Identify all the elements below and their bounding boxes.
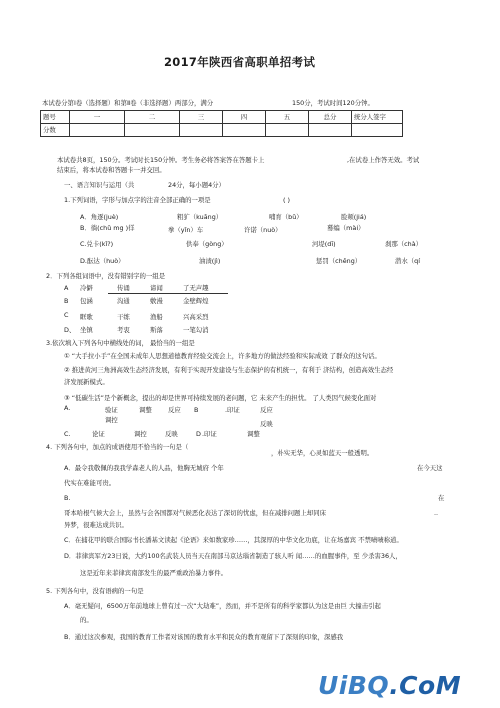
q3-option: .印证 — [202, 430, 217, 438]
q1-option: 惩罚（chěng） — [316, 257, 362, 265]
q1-option: C.兑卡(kǐ?) — [80, 240, 114, 248]
watermark-text-main: UiBQ — [318, 671, 390, 700]
watermark-logo — [318, 670, 461, 701]
q5-option-b: B．通过这次参观，我国的教育工作者对该国的教育水平和民众的教育观留下了深刻的印象，深感我 — [64, 633, 344, 641]
q2-underline — [108, 293, 228, 294]
question-1-paren: ( ) — [283, 196, 291, 204]
notice-line-1-right: ,在试卷上作答无效。考试 — [347, 156, 420, 164]
q1-option: 粗犷（kuāng） — [177, 213, 223, 221]
notice-line-2: 结束后，将本试卷和答题卡一并交回。 — [57, 166, 166, 174]
q4-option-b-cont: 异梦，很难达成共识。 — [64, 521, 128, 529]
q1-option: D.酝达（huò） — [80, 257, 125, 265]
q4-option-d-cont: 这是近年来菲律宾南部发生的最严重政治暴力事件。 — [80, 569, 227, 577]
q2-option-label: D、 — [64, 326, 76, 334]
q1-option: 蓦编（mài） — [327, 224, 365, 232]
q3-option: 反应 — [260, 406, 273, 414]
q1-option: A．角逐(juè) — [80, 213, 119, 221]
exam-title: 2017年陕西省高职单招考试 — [164, 55, 316, 69]
q2-word: 敷漫 — [150, 297, 163, 305]
score-cell — [180, 124, 223, 137]
score-table-header: 总分 — [309, 111, 352, 124]
score-table-header: 三 — [180, 111, 223, 124]
q4-option-b: B. — [64, 494, 71, 502]
q4-option-c: C．在捕花甲的联合国际书长潘基文读起《论语》来如数家珍……，其深厚的中华文化功底，让在场嘉宾 不禁啧啧称道。 — [64, 536, 403, 544]
q1-option: 河堤(dī) — [312, 240, 336, 248]
q3-option: 调整 — [247, 430, 260, 438]
q3-option: B — [194, 406, 199, 414]
q3-option: D — [196, 430, 201, 438]
q3-option: 论证 — [92, 430, 105, 438]
q2-option-label: A — [64, 284, 69, 292]
q2-word: 谛闻 — [150, 284, 163, 292]
q3-option: 验证 — [105, 406, 118, 414]
q2-word: 考衷 — [117, 326, 130, 334]
q3-option: 调控 — [105, 416, 118, 424]
q4-option-a: A．最令我敬佩的我我学森老人的人品，他胸无城府 个年 — [64, 464, 224, 472]
q3-sentence: ② 推进黄河三角洲高效生态经济发展，有利于实现开发建设与生态保护的有机统一，有利于 济结构，创造高效生态经 — [64, 366, 394, 374]
q2-word: 坐镇 — [80, 326, 93, 334]
q4-option-b-right: 在 — [438, 494, 445, 502]
q2-word: 渔船 — [150, 313, 163, 321]
q2-word: 了无声趣 — [183, 284, 209, 292]
question-2-stem: 2．下列各组词语中，没有错别字的一组是 — [46, 272, 166, 280]
question-3-stem: 3.依次填入下列各句中横线处的词， 最恰当的一组是 — [46, 339, 195, 347]
q1-option: 许诺（nuò） — [244, 226, 282, 234]
q1-option: 潜水（qí — [395, 257, 421, 265]
question-1-stem: 1.下列词语，字形与加点字的注音全部正确的一项是 — [64, 196, 211, 204]
score-table-row — [41, 124, 403, 137]
intro-text: 本试卷分第Ⅰ卷（选择题）和第Ⅱ卷（非选择题）两部分，满分 — [42, 99, 214, 107]
watermark-text-domain: .CoM — [389, 671, 462, 700]
score-row-label: 分数 — [41, 124, 70, 137]
score-table-header: 一 — [70, 111, 125, 124]
q3-option: 反映 — [165, 430, 178, 438]
q4-option-b-dots: .. — [434, 509, 439, 517]
score-table-header: 二 — [125, 111, 180, 124]
q2-word: 斯落 — [150, 326, 163, 334]
q4-option-b-cont: 哥本哈根气候大会上，虽然与会各国都对气候恶化表达了深切的忧虑，但在减排问题上却同床 — [64, 509, 327, 517]
q1-option: B．徜(chǔ mg )徉 — [80, 224, 135, 232]
score-cell — [223, 124, 266, 137]
q1-option: 油渍(jì) — [199, 257, 221, 265]
score-table-header: 题号 — [41, 111, 70, 124]
q4-option-a-right: 在今天这 — [417, 464, 443, 472]
q3-sentence: ③ “低碳生活”是个新概念，提出的却是世界可持续发展的老问题，它 未来产生的担忧。 了人类因气候变化面对 — [64, 394, 377, 402]
score-table-header: 四 — [223, 111, 266, 124]
q3-option: 反映 — [260, 420, 273, 428]
score-table-header: 五 — [266, 111, 309, 124]
q2-word: 眶歌 — [80, 313, 93, 321]
q3-sentence: 济发展新模式。 — [64, 378, 109, 386]
q2-word: 金壁辉煌 — [183, 297, 209, 305]
question-4-stem-right: ，朴实无华，心灵如蓝天一般透明。 — [271, 449, 374, 457]
q4-option-d: D．菲律宾军方23日说，大约100名武装人员当天在南部马京达瑙省制造了骇人听 闻……的血腥事件，至 少杀害36人， — [64, 552, 402, 560]
q2-word: 沟通 — [117, 297, 130, 305]
q5-option-a: A．毫无疑问，6500万年前地球上曾有过一次“大劫难”，然而，并不是所有的科学家都认为这是由巨 大撞击引起 — [64, 602, 381, 610]
score-cell — [352, 124, 403, 137]
q1-option: 哺育（bǔ） — [269, 213, 303, 221]
q5-option-a-cont: 的。 — [80, 616, 93, 624]
q2-word: 冷僻 — [80, 284, 93, 292]
score-table-header-row — [41, 111, 403, 124]
q1-option: 脸颊(jiá) — [341, 213, 367, 221]
q3-option: 调整 — [139, 406, 152, 414]
q3-option: C. — [64, 430, 71, 438]
q2-word: 包涵 — [80, 297, 93, 305]
question-4-stem: 4. 下列各句中，加点的成语使用不恰当的一句是（ — [46, 443, 189, 451]
score-table — [40, 110, 403, 137]
q2-word: 兴高采烈 — [183, 313, 209, 321]
score-cell — [266, 124, 309, 137]
q3-option: A. — [64, 404, 71, 412]
question-5-stem: 5. 下列各句中，没有语病的一句是 — [46, 587, 144, 595]
score-cell — [125, 124, 180, 137]
section-score: 24分，每小题4分） — [168, 181, 225, 189]
q3-option: .印证 — [225, 406, 240, 414]
q3-option: 调控 — [134, 430, 147, 438]
notice-line-1: 本试卷共8页，150分。考试时长150分钟。考生务必将答案答在答题卡上 — [57, 156, 265, 164]
q1-option: 拳（yǐn）车 — [168, 226, 204, 234]
score-cell — [70, 124, 125, 137]
q2-word: 一笔勾消 — [183, 326, 209, 334]
q1-option: 刹那（chà） — [385, 240, 423, 248]
score-cell — [309, 124, 352, 137]
q2-option-label: B — [64, 297, 69, 305]
section-heading: 一、语言知识与运用（共 — [64, 181, 135, 189]
q3-sentence: ① “大手拉小手”在全国未成年人思想道德教育经验交流会上，许多地方的做法经验和实际成效 了群众的这句话。 — [64, 352, 381, 360]
score-table-header: 统分人签字 — [352, 111, 403, 124]
intro-score: 150分，考试时间120分钟。 — [292, 99, 374, 107]
q2-word: 传诵 — [117, 284, 130, 292]
q4-option-a-cont: 代实在难能可贵。 — [64, 479, 116, 487]
q2-option-label: C — [64, 311, 69, 319]
q3-option: 反应 — [168, 406, 181, 414]
q2-word: 干练 — [117, 313, 130, 321]
q1-option: 供奉（gòng） — [186, 240, 228, 248]
